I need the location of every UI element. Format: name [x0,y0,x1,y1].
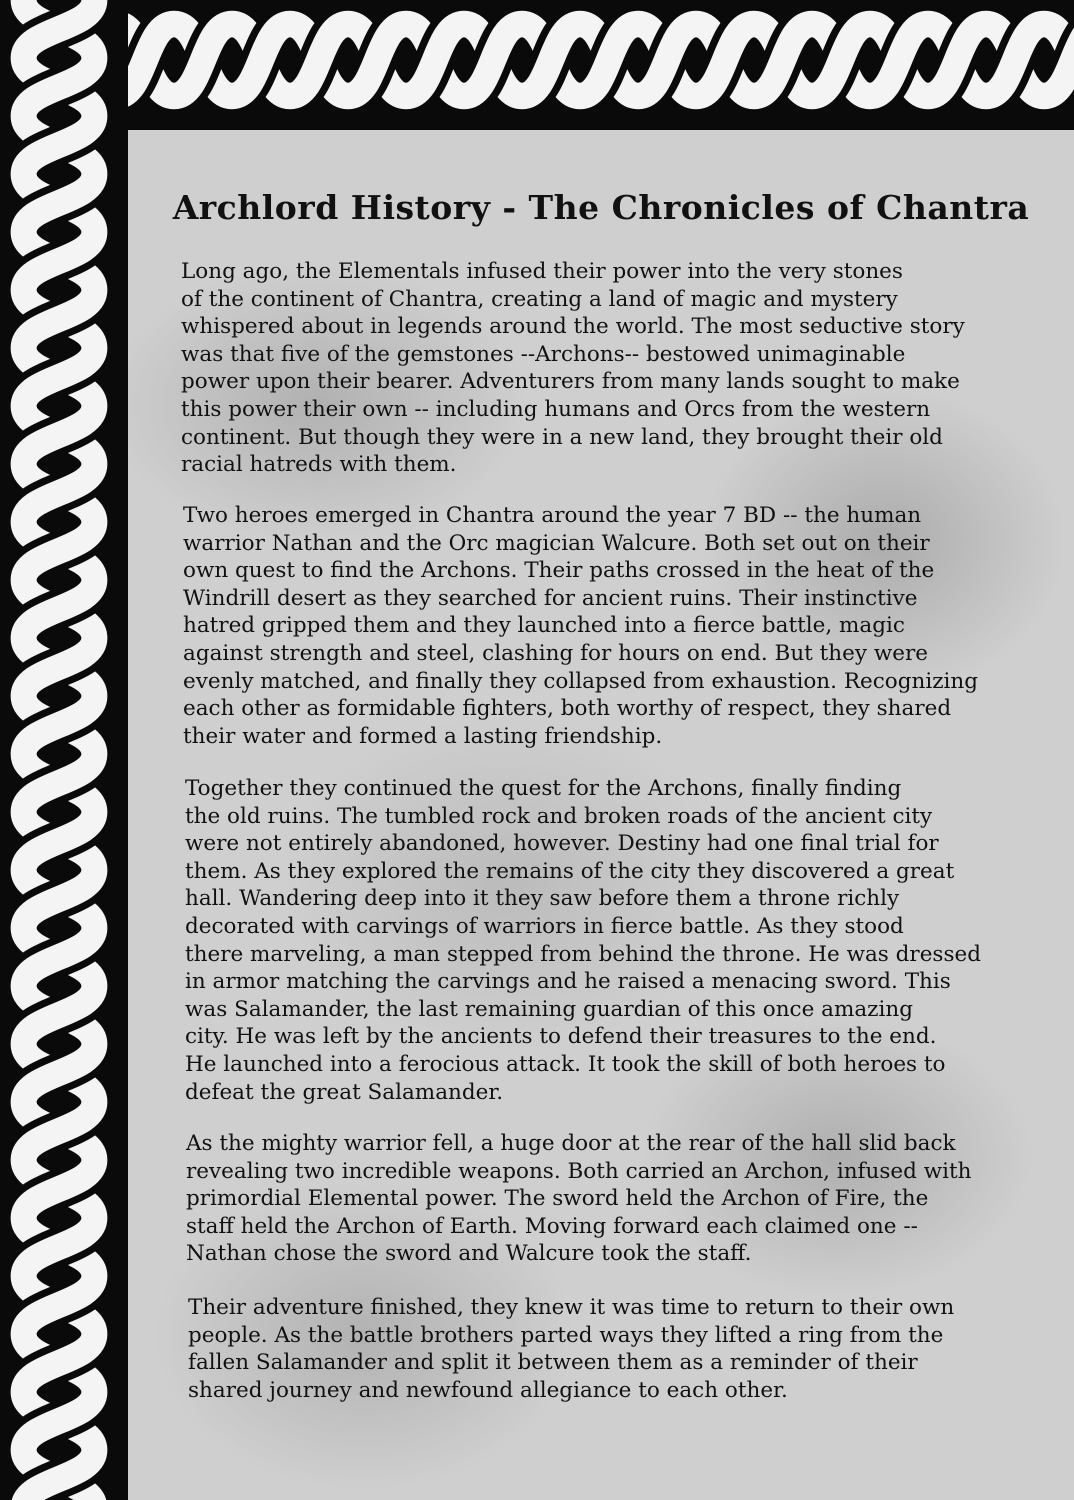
text-line: As the mighty warrior fell, a huge door at the rear of the hall slid back [186,1131,956,1156]
text-line: was that five of the gemstones --Archons-- bestowed unimaginable [181,341,906,367]
text-line: racial hatreds with them. [181,452,457,478]
paragraph-5 [188,1294,954,1404]
parchment-page [128,130,1074,1500]
text-line: was Salamander, the last remaining guardian of this once amazing [185,996,913,1022]
text-line: hatred gripped them and they launched into a fierce battle, magic [183,613,905,639]
text-line: fallen Salamander and split it between them as a reminder of their [188,1350,918,1376]
text-line: were not entirely abandoned, however. Destiny had one final trial for [185,831,939,857]
text-line: Together they continued the quest for the Archons, finally finding [185,776,902,801]
text-line: of the continent of Chantra, creating a land of magic and mystery [181,286,898,312]
text-line: Two heroes emerged in Chantra around the year 7 BD -- the human [183,503,922,528]
text-line: in armor matching the carvings and he raised a menacing sword. This [185,969,951,995]
text-line: this power their own -- including humans and Orcs from the western [181,396,931,422]
text-line: continent. But though they were in a new land, they brought their old [181,424,943,450]
paragraph-3 [185,775,981,1106]
text-line: their water and formed a lasting friendship. [183,723,663,749]
text-line: each other as formidable fighters, both worthy of respect, they shared [183,696,952,722]
page-title: Archlord History - The Chronicles of Chantra [172,188,1030,227]
text-line: evenly matched, and finally they collapsed from exhaustion. Recognizing [183,668,979,694]
paragraph-1 [181,258,965,479]
paragraph-4 [186,1130,972,1268]
paragraph-2 [183,502,978,750]
celtic-knot-border-top [0,0,1074,130]
knot-pattern-left [0,0,128,1500]
text-line: Their adventure finished, they knew it was time to return to their own [188,1295,955,1320]
text-line: staff held the Archon of Earth. Moving forward each claimed one -- [186,1213,918,1239]
text-line: decorated with carvings of warriors in fierce battle. As they stood [185,913,904,939]
text-line: the old ruins. The tumbled rock and broken roads of the ancient city [185,803,933,829]
text-line: warrior Nathan and the Orc magician Walcure. Both set out on their [183,530,930,556]
text-line: power upon their bearer. Adventurers from many lands sought to make [181,369,960,395]
text-line: them. As they explored the remains of the city they discovered a great [185,858,955,884]
text-line: Windrill desert as they searched for ancient ruins. Their instinctive [183,585,918,611]
text-line: people. As the battle brothers parted ways they lifted a ring from the [188,1322,944,1348]
text-line: city. He was left by the ancients to defend their treasures to the end. [185,1024,937,1050]
text-line: Nathan chose the sword and Walcure took the staff. [186,1241,752,1267]
celtic-knot-border-left [0,0,128,1500]
text-line: against strength and steel, clashing for hours on end. But they were [183,640,928,666]
text-line: hall. Wandering deep into it they saw before them a throne richly [185,886,900,912]
text-line: primordial Elemental power. The sword held the Archon of Fire, the [186,1186,929,1212]
knot-pattern-top [0,0,1074,130]
text-line: own quest to find the Archons. Their paths crossed in the heat of the [183,558,935,584]
text-line: there marveling, a man stepped from behind the throne. He was dressed [185,941,981,967]
text-line: Long ago, the Elementals infused their power into the very stones [181,259,903,284]
text-line: He launched into a ferocious attack. It took the skill of both heroes to [185,1051,946,1077]
text-line: revealing two incredible weapons. Both carried an Archon, infused with [186,1158,972,1184]
text-line: whispered about in legends around the world. The most seductive story [181,314,965,340]
text-line: shared journey and newfound allegiance to each other. [188,1377,788,1403]
text-line: defeat the great Salamander. [185,1079,504,1105]
